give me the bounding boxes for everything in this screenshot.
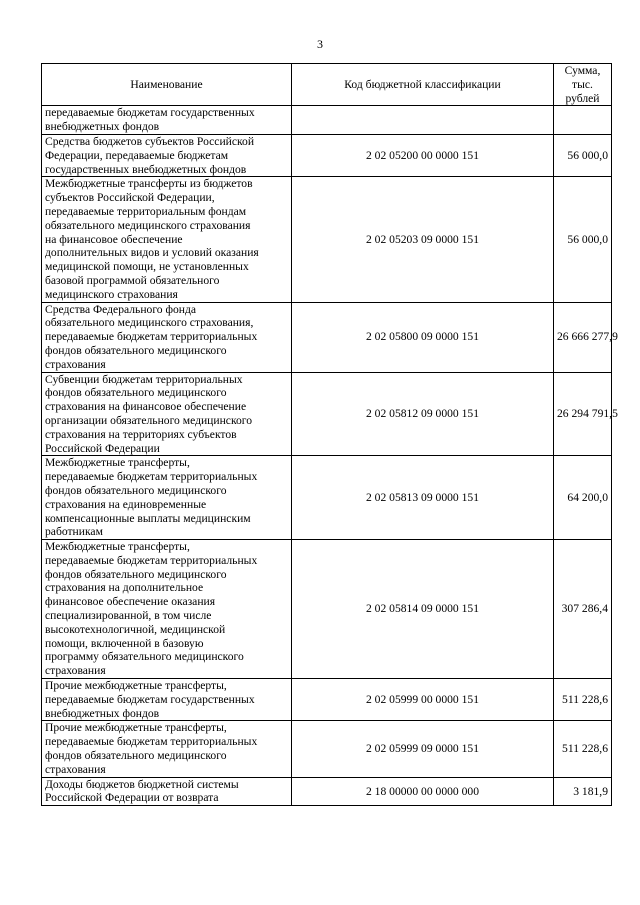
row-name (42, 540, 292, 679)
row-name-line: страхования (45, 357, 106, 371)
row-name (42, 177, 292, 302)
row-sum: 26 294 791,5 (554, 372, 612, 456)
row-code: 2 02 05814 09 0000 151 (292, 540, 554, 679)
row-name-line: передаваемые бюджетам территориальных (45, 735, 258, 749)
row-name-line: передаваемые бюджетам территориальных (45, 330, 258, 344)
row-name (42, 134, 292, 176)
row-name-line: страхования (45, 664, 106, 678)
row-name-line: Прочие межбюджетные трансферты, (45, 679, 227, 693)
row-name-line: фондов обязательного медицинского (45, 343, 227, 357)
row-name-line: Средства бюджетов субъектов Российской (45, 134, 255, 148)
row-name-line: передаваемые бюджетам государственных (45, 106, 255, 120)
row-code: 2 02 05200 00 0000 151 (292, 134, 554, 176)
row-name-line: Федерации, передаваемые бюджетам (45, 148, 229, 162)
row-name (42, 372, 292, 456)
table-row (42, 134, 612, 176)
table-row (42, 106, 612, 135)
row-code: 2 02 05203 09 0000 151 (292, 177, 554, 302)
row-sum: 307 286,4 (554, 540, 612, 679)
row-name (42, 302, 292, 372)
header-code: Код бюджетной классификации (292, 64, 554, 106)
row-name-line: Доходы бюджетов бюджетной системы (45, 777, 239, 791)
table-row (42, 372, 612, 456)
row-name-line: помощи, включенной в базовую (45, 636, 204, 650)
table-row (42, 456, 612, 540)
row-sum: 511 228,6 (554, 721, 612, 777)
row-name-line: Российской Федерации от возврата (45, 791, 219, 805)
row-name-line: компенсационные выплаты медицинским (45, 511, 251, 525)
row-name-line: страхования (45, 762, 106, 776)
row-name (42, 679, 292, 721)
row-name-line: внебюджетных фондов (45, 120, 160, 134)
table-header-row (42, 64, 612, 106)
row-name-line: программу обязательного медицинского (45, 650, 244, 664)
header-name: Наименование (42, 64, 292, 106)
row-name-line: обязательного медицинского страхования (45, 218, 251, 232)
row-name-line: организации обязательного медицинского (45, 413, 253, 427)
row-name (42, 456, 292, 540)
table-row (42, 177, 612, 302)
row-name-line: специализированной, в том числе (45, 609, 212, 623)
row-name-line: Средства Федерального фонда (45, 302, 197, 316)
row-name (42, 106, 292, 135)
row-name-line: финансовое обеспечение оказания (45, 595, 216, 609)
row-name-line: Российской Федерации (45, 441, 160, 455)
row-name-line: фондов обязательного медицинского (45, 749, 227, 763)
row-name-line: государственных внебюджетных фондов (45, 162, 247, 176)
row-name-line: передаваемые территориальным фондам (45, 204, 247, 218)
row-name-line: обязательного медицинского страхования, (45, 316, 254, 330)
row-name-line: Межбюджетные трансферты из бюджетов (45, 177, 253, 191)
row-sum: 56 000,0 (554, 177, 612, 302)
row-name-line: страхования на единовременные (45, 497, 207, 511)
row-name-line: Межбюджетные трансферты, (45, 456, 190, 470)
page-number: 3 (317, 37, 323, 51)
row-name-line: Прочие межбюджетные трансферты, (45, 721, 227, 735)
row-name-line: внебюджетных фондов (45, 706, 160, 720)
row-name-line: страхования на финансовое обеспечение (45, 400, 247, 414)
row-name-line: Субвенции бюджетам территориальных (45, 372, 243, 386)
row-sum (554, 106, 612, 135)
row-name-line: базовой программой обязательного (45, 273, 220, 287)
row-name-line: фондов обязательного медицинского (45, 483, 227, 497)
row-code: 2 02 05813 09 0000 151 (292, 456, 554, 540)
row-name-line: субъектов Российской Федерации, (45, 191, 215, 205)
row-name-line: работникам (45, 525, 103, 539)
row-name-line: страхования на территориях субъектов (45, 427, 237, 441)
header-sum-line1: Сумма, (564, 64, 601, 77)
table-row (42, 540, 612, 679)
row-name-line: фондов обязательного медицинского (45, 386, 227, 400)
row-name-line: Межбюджетные трансферты, (45, 540, 190, 554)
header-sum (554, 64, 612, 106)
table-row (42, 302, 612, 372)
row-sum: 3 181,9 (554, 777, 612, 806)
row-code: 2 02 05999 00 0000 151 (292, 679, 554, 721)
header-sum-line2: тыс. рублей (565, 77, 600, 105)
row-name-line: медицинской помощи, не установленных (45, 260, 249, 274)
row-name-line: передаваемые бюджетам территориальных (45, 553, 258, 567)
row-name-line: страхования на дополнительное (45, 581, 204, 595)
table-row (42, 721, 612, 777)
row-name-line: высокотехнологичной, медицинской (45, 622, 226, 636)
row-name-line: на финансовое обеспечение (45, 232, 183, 246)
budget-table (41, 63, 618, 806)
row-name-line: передаваемые бюджетам территориальных (45, 470, 258, 484)
table-row (42, 777, 612, 806)
row-name (42, 777, 292, 806)
table-row (42, 679, 612, 721)
row-sum: 64 200,0 (554, 456, 612, 540)
row-name-line: медицинского страхования (45, 287, 178, 301)
row-name-line: фондов обязательного медицинского (45, 567, 227, 581)
row-sum: 511 228,6 (554, 679, 612, 721)
row-code: 2 02 05999 09 0000 151 (292, 721, 554, 777)
row-sum: 26 666 277,9 (554, 302, 612, 372)
row-code: 2 02 05800 09 0000 151 (292, 302, 554, 372)
row-name-line: передаваемые бюджетам государственных (45, 692, 255, 706)
row-name-line: дополнительных видов и условий оказания (45, 246, 259, 260)
row-code (292, 106, 554, 135)
row-name (42, 721, 292, 777)
row-sum: 56 000,0 (554, 134, 612, 176)
row-code: 2 18 00000 00 0000 000 (292, 777, 554, 806)
row-code: 2 02 05812 09 0000 151 (292, 372, 554, 456)
table-body (42, 106, 618, 806)
